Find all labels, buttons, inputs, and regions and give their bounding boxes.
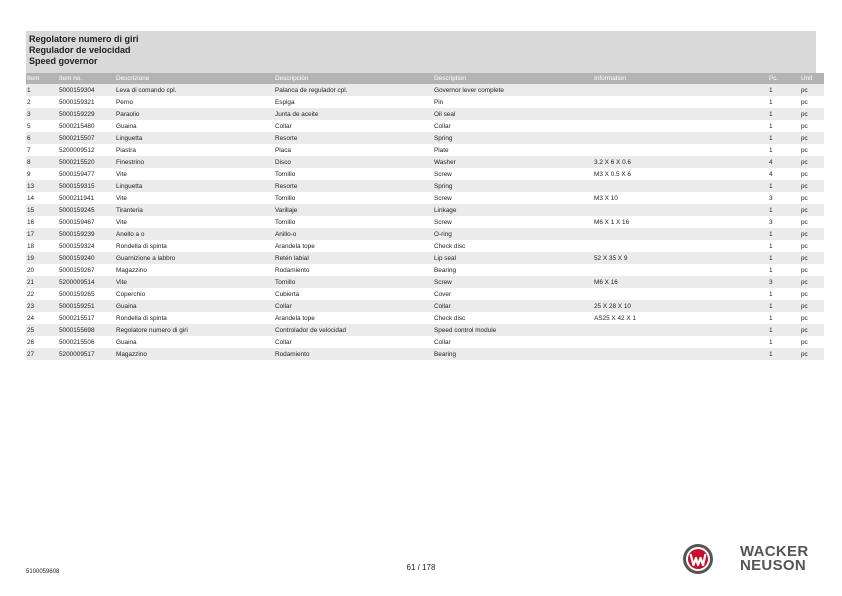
table-row bbox=[26, 108, 824, 120]
parts-table-body bbox=[26, 84, 824, 360]
cell-unit: pc bbox=[800, 108, 824, 120]
cell-item: 20 bbox=[26, 264, 58, 276]
cell-unit: pc bbox=[800, 264, 824, 276]
table-row bbox=[26, 168, 824, 180]
cell-information bbox=[593, 144, 768, 156]
cell-description-it: Magazzino bbox=[115, 348, 274, 360]
table-row bbox=[26, 300, 824, 312]
cell-item: 18 bbox=[26, 240, 58, 252]
cell-information bbox=[593, 240, 768, 252]
cell-pc: 1 bbox=[768, 96, 800, 108]
cell-description-en: Check disc bbox=[433, 240, 593, 252]
cell-information bbox=[593, 108, 768, 120]
cell-item-no: 5000159321 bbox=[58, 96, 115, 108]
cell-description-es: Tornillo bbox=[274, 192, 433, 204]
table-row bbox=[26, 156, 824, 168]
cell-description-es: Arandela tope bbox=[274, 240, 433, 252]
cell-description-it: Vite bbox=[115, 192, 274, 204]
cell-pc: 1 bbox=[768, 252, 800, 264]
cell-description-it: Vite bbox=[115, 276, 274, 288]
cell-pc: 1 bbox=[768, 108, 800, 120]
cell-item-no: 5200009514 bbox=[58, 276, 115, 288]
cell-description-es: Espiga bbox=[274, 96, 433, 108]
cell-item-no: 5000159315 bbox=[58, 180, 115, 192]
cell-description-en: Collar bbox=[433, 336, 593, 348]
cell-information: M6 X 16 bbox=[593, 276, 768, 288]
cell-pc: 1 bbox=[768, 348, 800, 360]
cell-pc: 1 bbox=[768, 132, 800, 144]
cell-description-es: Tornillo bbox=[274, 168, 433, 180]
cell-item-no: 5000215506 bbox=[58, 336, 115, 348]
cell-unit: pc bbox=[800, 180, 824, 192]
table-row bbox=[26, 252, 824, 264]
cell-description-it: Finestrino bbox=[115, 156, 274, 168]
cell-unit: pc bbox=[800, 252, 824, 264]
cell-item: 9 bbox=[26, 168, 58, 180]
cell-description-en: Linkage bbox=[433, 204, 593, 216]
cell-information bbox=[593, 180, 768, 192]
cell-description-es: Collar bbox=[274, 336, 433, 348]
cell-unit: pc bbox=[800, 288, 824, 300]
document-number: 5100059608 bbox=[26, 569, 60, 575]
cell-information bbox=[593, 120, 768, 132]
cell-item-no: 5000159239 bbox=[58, 228, 115, 240]
cell-description-en: Cover bbox=[433, 288, 593, 300]
cell-unit: pc bbox=[800, 132, 824, 144]
cell-pc: 1 bbox=[768, 204, 800, 216]
cell-description-en: O-ring bbox=[433, 228, 593, 240]
cell-information: 25 X 28 X 10 bbox=[593, 300, 768, 312]
cell-item-no: 5000215520 bbox=[58, 156, 115, 168]
cell-unit: pc bbox=[800, 96, 824, 108]
cell-item-no: 5000159240 bbox=[58, 252, 115, 264]
cell-item: 19 bbox=[26, 252, 58, 264]
cell-information bbox=[593, 348, 768, 360]
cell-unit: pc bbox=[800, 240, 824, 252]
table-row bbox=[26, 180, 824, 192]
cell-description-es: Disco bbox=[274, 156, 433, 168]
cell-item-no: 5000159324 bbox=[58, 240, 115, 252]
cell-description-en: Governor lever complete bbox=[433, 84, 593, 96]
cell-item: 14 bbox=[26, 192, 58, 204]
cell-unit: pc bbox=[800, 336, 824, 348]
cell-description-it: Perno bbox=[115, 96, 274, 108]
cell-pc: 1 bbox=[768, 144, 800, 156]
table-row bbox=[26, 288, 824, 300]
cell-item: 5 bbox=[26, 120, 58, 132]
cell-description-es: Tornillo bbox=[274, 276, 433, 288]
cell-description-es: Junta de aceite bbox=[274, 108, 433, 120]
cell-unit: pc bbox=[800, 192, 824, 204]
cell-pc: 3 bbox=[768, 276, 800, 288]
cell-item-no: 5000211941 bbox=[58, 192, 115, 204]
cell-description-en: Washer bbox=[433, 156, 593, 168]
table-row bbox=[26, 228, 824, 240]
cell-unit: pc bbox=[800, 276, 824, 288]
cell-information: 52 X 35 X 9 bbox=[593, 252, 768, 264]
cell-description-es: Placa bbox=[274, 144, 433, 156]
cell-item: 26 bbox=[26, 336, 58, 348]
cell-unit: pc bbox=[800, 216, 824, 228]
cell-item-no: 5000215507 bbox=[58, 132, 115, 144]
cell-item: 24 bbox=[26, 312, 58, 324]
cell-description-es: Cubierta bbox=[274, 288, 433, 300]
cell-description-es: Anillo-o bbox=[274, 228, 433, 240]
cell-description-es: Arandela tope bbox=[274, 312, 433, 324]
cell-unit: pc bbox=[800, 312, 824, 324]
cell-item: 6 bbox=[26, 132, 58, 144]
cell-item: 21 bbox=[26, 276, 58, 288]
table-row bbox=[26, 240, 824, 252]
cell-description-es: Varillaje bbox=[274, 204, 433, 216]
cell-description-en: Spring bbox=[433, 132, 593, 144]
cell-pc: 1 bbox=[768, 180, 800, 192]
cell-item: 3 bbox=[26, 108, 58, 120]
col-header-description-it: Descrizione bbox=[115, 73, 274, 84]
cell-description-en: Screw bbox=[433, 276, 593, 288]
cell-information bbox=[593, 264, 768, 276]
cell-information bbox=[593, 288, 768, 300]
table-row bbox=[26, 336, 824, 348]
cell-item-no: 5200009517 bbox=[58, 348, 115, 360]
cell-description-en: Speed control module bbox=[433, 324, 593, 336]
table-row bbox=[26, 204, 824, 216]
cell-description-it: Linguetta bbox=[115, 180, 274, 192]
cell-description-en: Bearing bbox=[433, 264, 593, 276]
cell-unit: pc bbox=[800, 120, 824, 132]
table-row bbox=[26, 192, 824, 204]
cell-description-it: Regolatore numero di giri bbox=[115, 324, 274, 336]
table-row bbox=[26, 276, 824, 288]
cell-item: 2 bbox=[26, 96, 58, 108]
cell-description-en: Screw bbox=[433, 192, 593, 204]
cell-unit: pc bbox=[800, 324, 824, 336]
cell-description-en: Spring bbox=[433, 180, 593, 192]
cell-description-es: Resorte bbox=[274, 132, 433, 144]
cell-description-it: Magazzino bbox=[115, 264, 274, 276]
cell-pc: 1 bbox=[768, 300, 800, 312]
cell-description-it: Guarnizione a labbro bbox=[115, 252, 274, 264]
table-row bbox=[26, 264, 824, 276]
cell-description-it: Coperchio bbox=[115, 288, 274, 300]
cell-description-it: Linguetta bbox=[115, 132, 274, 144]
cell-unit: pc bbox=[800, 156, 824, 168]
cell-item-no: 5000159229 bbox=[58, 108, 115, 120]
table-row bbox=[26, 96, 824, 108]
cell-item-no: 5200009512 bbox=[58, 144, 115, 156]
cell-pc: 4 bbox=[768, 156, 800, 168]
cell-information: 3.2 X 6 X 0.6 bbox=[593, 156, 768, 168]
cell-item: 27 bbox=[26, 348, 58, 360]
cell-description-es: Rodamiento bbox=[274, 264, 433, 276]
col-header-description-es: Descripción bbox=[274, 73, 433, 84]
cell-description-es: Palanca de regulador cpl. bbox=[274, 84, 433, 96]
cell-description-en: Oil seal bbox=[433, 108, 593, 120]
cell-description-es: Tornillo bbox=[274, 216, 433, 228]
col-header-item: Item bbox=[26, 73, 58, 84]
cell-item: 13 bbox=[26, 180, 58, 192]
cell-item-no: 5000159245 bbox=[58, 204, 115, 216]
cell-description-es: Collar bbox=[274, 120, 433, 132]
cell-item-no: 5000159477 bbox=[58, 168, 115, 180]
table-row bbox=[26, 324, 824, 336]
cell-information bbox=[593, 96, 768, 108]
cell-item-no: 5000159265 bbox=[58, 288, 115, 300]
title-block bbox=[26, 31, 816, 73]
col-header-unit: Unit bbox=[800, 73, 824, 84]
cell-item: 23 bbox=[26, 300, 58, 312]
cell-pc: 1 bbox=[768, 240, 800, 252]
cell-description-it: Piastra bbox=[115, 144, 274, 156]
cell-information: M6 X 1 X 16 bbox=[593, 216, 768, 228]
cell-information bbox=[593, 336, 768, 348]
cell-description-en: Bearing bbox=[433, 348, 593, 360]
cell-description-es: Retén labial bbox=[274, 252, 433, 264]
cell-unit: pc bbox=[800, 348, 824, 360]
cell-pc: 1 bbox=[768, 288, 800, 300]
cell-item: 1 bbox=[26, 84, 58, 96]
cell-description-it: Vite bbox=[115, 168, 274, 180]
table-row bbox=[26, 120, 824, 132]
cell-item-no: 5000159467 bbox=[58, 216, 115, 228]
cell-description-en: Collar bbox=[433, 120, 593, 132]
cell-description-it: Guaina bbox=[115, 300, 274, 312]
cell-item-no: 5000159304 bbox=[58, 84, 115, 96]
cell-description-it: Guaina bbox=[115, 336, 274, 348]
cell-item-no: 5000215480 bbox=[58, 120, 115, 132]
cell-description-it: Vite bbox=[115, 216, 274, 228]
table-header-row bbox=[26, 73, 824, 84]
title-spanish: Regulador de velocidad bbox=[29, 45, 131, 55]
cell-description-es: Resorte bbox=[274, 180, 433, 192]
cell-pc: 4 bbox=[768, 168, 800, 180]
cell-information: M3 X 0.5 X 6 bbox=[593, 168, 768, 180]
cell-description-it: Tiranteria bbox=[115, 204, 274, 216]
cell-item: 16 bbox=[26, 216, 58, 228]
cell-item-no: 5000159251 bbox=[58, 300, 115, 312]
col-header-pc: Pc. bbox=[768, 73, 800, 84]
cell-item-no: 5000155698 bbox=[58, 324, 115, 336]
cell-unit: pc bbox=[800, 144, 824, 156]
cell-pc: 1 bbox=[768, 324, 800, 336]
cell-pc: 1 bbox=[768, 228, 800, 240]
col-header-description-en: Description bbox=[433, 73, 593, 84]
page-number: 61 / 178 bbox=[406, 563, 436, 572]
cell-description-it: Anello a o bbox=[115, 228, 274, 240]
cell-pc: 3 bbox=[768, 192, 800, 204]
cell-unit: pc bbox=[800, 228, 824, 240]
cell-description-es: Collar bbox=[274, 300, 433, 312]
cell-description-en: Pin bbox=[433, 96, 593, 108]
col-header-item-no: Item no. bbox=[58, 73, 115, 84]
title-english: Speed governor bbox=[29, 56, 98, 66]
cell-unit: pc bbox=[800, 204, 824, 216]
cell-item: 25 bbox=[26, 324, 58, 336]
cell-information: M3 X 10 bbox=[593, 192, 768, 204]
table-row bbox=[26, 216, 824, 228]
cell-item-no: 5000159267 bbox=[58, 264, 115, 276]
cell-information bbox=[593, 132, 768, 144]
cell-item: 8 bbox=[26, 156, 58, 168]
cell-unit: pc bbox=[800, 84, 824, 96]
cell-pc: 1 bbox=[768, 312, 800, 324]
cell-item: 7 bbox=[26, 144, 58, 156]
cell-description-en: Lip seal bbox=[433, 252, 593, 264]
parts-table bbox=[26, 73, 824, 360]
cell-description-en: Screw bbox=[433, 216, 593, 228]
cell-description-en: Check disc bbox=[433, 312, 593, 324]
table-row bbox=[26, 84, 824, 96]
cell-unit: pc bbox=[800, 168, 824, 180]
cell-information bbox=[593, 228, 768, 240]
cell-description-it: Rondella di spinta bbox=[115, 312, 274, 324]
wacker-neuson-logo-icon bbox=[682, 543, 714, 575]
cell-pc: 1 bbox=[768, 264, 800, 276]
cell-information bbox=[593, 324, 768, 336]
cell-item: 15 bbox=[26, 204, 58, 216]
brand-wordmark bbox=[740, 545, 808, 573]
table-row bbox=[26, 312, 824, 324]
cell-information bbox=[593, 84, 768, 96]
table-row bbox=[26, 132, 824, 144]
brand-line-2: NEUSON bbox=[740, 557, 806, 574]
col-header-information: Information bbox=[593, 73, 768, 84]
brand-line-1: WACKER bbox=[740, 543, 809, 560]
cell-information: AS25 X 42 X 1 bbox=[593, 312, 768, 324]
cell-description-en: Collar bbox=[433, 300, 593, 312]
cell-item-no: 5000215517 bbox=[58, 312, 115, 324]
cell-description-en: Plate bbox=[433, 144, 593, 156]
cell-description-it: Leva di comando cpl. bbox=[115, 84, 274, 96]
cell-description-it: Rondella di spinta bbox=[115, 240, 274, 252]
cell-description-it: Paraolio bbox=[115, 108, 274, 120]
cell-information bbox=[593, 204, 768, 216]
table-row bbox=[26, 144, 824, 156]
cell-pc: 1 bbox=[768, 336, 800, 348]
cell-pc: 1 bbox=[768, 84, 800, 96]
cell-pc: 3 bbox=[768, 216, 800, 228]
cell-description-es: Controlador de velocidad bbox=[274, 324, 433, 336]
cell-description-it: Guaina bbox=[115, 120, 274, 132]
cell-item: 22 bbox=[26, 288, 58, 300]
title-italian: Regolatore numero di giri bbox=[29, 34, 139, 44]
cell-pc: 1 bbox=[768, 120, 800, 132]
cell-description-es: Rodamiento bbox=[274, 348, 433, 360]
cell-description-en: Screw bbox=[433, 168, 593, 180]
cell-item: 17 bbox=[26, 228, 58, 240]
cell-unit: pc bbox=[800, 300, 824, 312]
table-row bbox=[26, 348, 824, 360]
